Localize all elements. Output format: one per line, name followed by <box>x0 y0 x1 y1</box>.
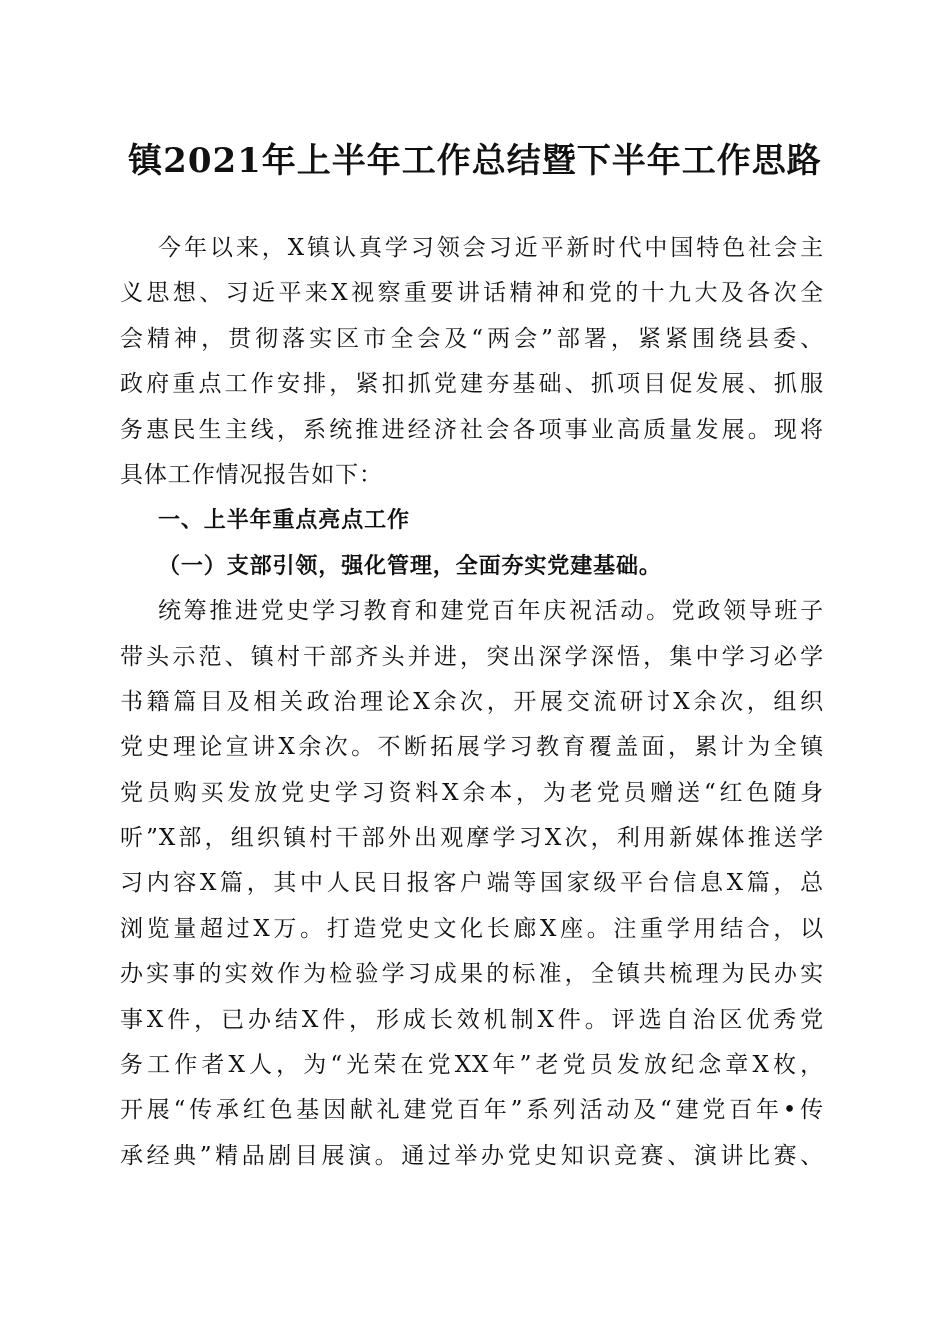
paragraph-line: 政府重点工作安排，紧扣抓党建夯基础、抓项目促发展、抓服 <box>120 371 824 398</box>
paragraph-line: 党史理论宣讲X余次。不断拓展学习教育覆盖面，累计为全镇 <box>120 734 824 761</box>
paragraph-line: 党员购买发放党史学习资料X余本，为老党员赠送“红色随身 <box>120 779 824 806</box>
paragraph-line: 承经典”精品剧目展演。通过举办党史知识竞赛、演讲比赛、 <box>120 1142 824 1169</box>
paragraph-line: 书籍篇目及相关政治理论X余次，开展交流研讨X余次，组织 <box>120 688 824 715</box>
paragraph-line: 带头示范、镇村干部齐头并进，突出深学深悟，集中学习必学 <box>120 643 824 670</box>
paragraph-line: 今年以来，X镇认真学习领会习近平新时代中国特色社会主 <box>158 235 824 261</box>
document-title: 镇2021年上半年工作总结暨下半年工作思路 <box>128 141 822 181</box>
paragraph-line: 务工作者X人，为“光荣在党XX年”老党员发放纪念章X枚， <box>120 1052 824 1079</box>
paragraph-line: 统筹推进党史学习教育和建党百年庆祝活动。党政领导班子 <box>158 598 824 625</box>
paragraph-line: 开展“传承红色基因献礼建党百年”系列活动及“建党百年•传 <box>120 1097 824 1124</box>
paragraph-line: 浏览量超过X万。打造党史文化长廊X座。注重学用结合，以 <box>120 915 824 942</box>
section-heading: 一、上半年重点亮点工作 <box>158 508 410 534</box>
body-paragraph <box>120 589 824 1179</box>
subsection-heading: （一）支部引领，强化管理，全面夯实党建基础。 <box>158 552 662 579</box>
paragraph-line: 习内容X篇，其中人民日报客户端等国家级平台信息X篇，总 <box>120 870 824 897</box>
paragraph-line: 事X件，已办结X件，形成长效机制X件。评选自治区优秀党 <box>120 1006 824 1033</box>
paragraph-line: 会精神，贯彻落实区市全会及“两会”部署，紧紧围绕县委、 <box>120 325 824 352</box>
document-body <box>120 226 824 1179</box>
paragraph-line: 具体工作情况报告如下： <box>120 461 383 488</box>
intro-paragraph <box>120 226 824 498</box>
paragraph-line: 务惠民生主线，系统推进经济社会各项事业高质量发展。现将 <box>120 416 824 443</box>
paragraph-line: 办实事的实效作为检验学习成果的标准，全镇共梳理为民办实 <box>120 961 824 988</box>
paragraph-line: 义思想、习近平来X视察重要讲话精神和党的十九大及各次全 <box>120 280 824 307</box>
paragraph-line: 听”X部，组织镇村干部外出观摩学习X次，利用新媒体推送学 <box>120 825 824 852</box>
